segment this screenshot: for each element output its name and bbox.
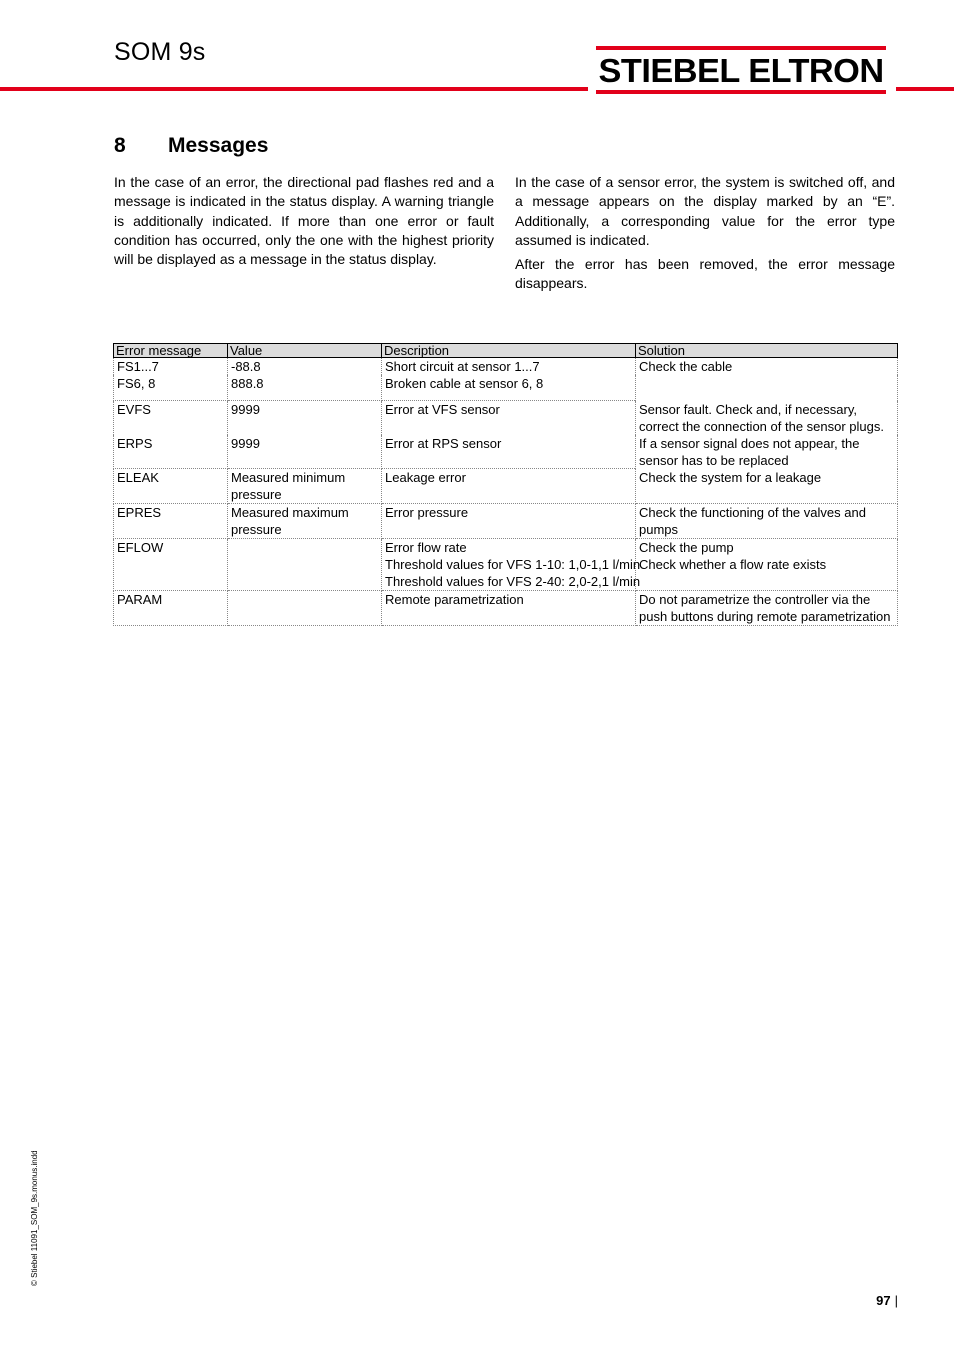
header-value: Value <box>228 344 382 358</box>
cell-description <box>382 539 641 591</box>
file-credit-note: © Stiebel 11091_SOM_9s.monus.indd <box>30 1150 39 1286</box>
table-row <box>114 469 898 504</box>
table-row <box>114 504 898 539</box>
cell-solution: Check the functioning of the valves and pumps <box>636 504 898 539</box>
cell-description: Short circuit at sensor 1...7 <box>382 358 636 376</box>
description-line: Threshold values for VFS 1-10: 1,0-1,1 l/min <box>385 557 641 572</box>
cell-description: Error pressure <box>382 504 636 539</box>
cell-description: Leakage error <box>382 469 636 504</box>
table-row <box>114 401 898 435</box>
intro-paragraph: In the case of an error, the directional pad flashes red and a message is indicated in the status display. A warning triangle is additionally indicated. If more than one error or fault condition has occurred, only the one with the highest priority will be displayed as a message in the status display. <box>114 174 494 268</box>
cell-code: PARAM <box>114 591 228 626</box>
header-rule-left <box>0 87 588 91</box>
cell-code: ELEAK <box>114 469 228 504</box>
cell-value: -88.8 <box>228 358 382 376</box>
header-rule-right <box>896 87 954 91</box>
cell-description: Error at VFS sensor <box>382 401 636 435</box>
sensor-error-paragraph: In the case of a sensor error, the system is switched off, and a message appears on the display marked by an “E”. Additionally, a corresponding value for the error type assumed is indicated. <box>515 174 895 248</box>
table-row <box>114 358 898 376</box>
cell-value: 9999 <box>228 435 382 469</box>
section-title: Messages <box>168 134 269 157</box>
description-line: Error flow rate <box>385 540 467 555</box>
intro-column-left <box>114 173 494 274</box>
table-header-row <box>114 344 898 358</box>
intro-column-right <box>515 173 895 299</box>
messages-table <box>113 343 898 626</box>
table-row <box>114 539 898 591</box>
cell-code: EFLOW <box>114 539 228 591</box>
section-heading <box>114 134 268 158</box>
description-line: Threshold values for VFS 2-40: 2,0-2,1 l/min <box>385 574 641 589</box>
brand-logo <box>596 46 886 94</box>
cell-value <box>228 591 382 626</box>
cell-solution <box>636 539 898 591</box>
brand-logo-text: STIEBEL ELTRON <box>598 51 884 89</box>
error-removed-paragraph: After the error has been removed, the error message disappears. <box>515 256 895 292</box>
cell-code: FS6, 8 <box>114 375 228 401</box>
cell-value: 9999 <box>228 401 382 435</box>
cell-code: FS1...7 <box>114 358 228 376</box>
cell-value: Measured minimum pressure <box>228 469 382 504</box>
page-separator: | <box>894 1293 898 1308</box>
cell-solution: Do not parametrize the controller via the push buttons during remote parametrization <box>636 591 898 626</box>
header-description: Description <box>382 344 636 358</box>
header-solution: Solution <box>636 344 898 358</box>
cell-description: Error at RPS sensor <box>382 435 636 469</box>
cell-description: Remote parametrization <box>382 591 636 626</box>
cell-value: Measured maximum pressure <box>228 504 382 539</box>
solution-line: Check whether a flow rate exists <box>639 557 827 572</box>
header-error-message: Error message <box>114 344 228 358</box>
cell-code: ERPS <box>114 435 228 469</box>
cell-value <box>228 539 382 591</box>
section-number: 8 <box>114 134 126 157</box>
cell-value: 888.8 <box>228 375 382 401</box>
cell-description: Broken cable at sensor 6, 8 <box>382 375 636 401</box>
cell-solution: Sensor fault. Check and, if necessary, correct the connection of the sensor plugs. If a sensor signal does not appear, the sensor has to be replaced <box>636 401 898 469</box>
page-number-value: 97 <box>876 1293 891 1308</box>
page-number <box>876 1293 898 1308</box>
cell-code: EVFS <box>114 401 228 435</box>
solution-line: Check the pump <box>639 540 734 555</box>
cell-code: EPRES <box>114 504 228 539</box>
cell-solution: Check the system for a leakage <box>636 469 898 504</box>
table-row <box>114 591 898 626</box>
cell-solution: Check the cable <box>636 358 898 401</box>
document-title: SOM 9s <box>114 38 206 66</box>
